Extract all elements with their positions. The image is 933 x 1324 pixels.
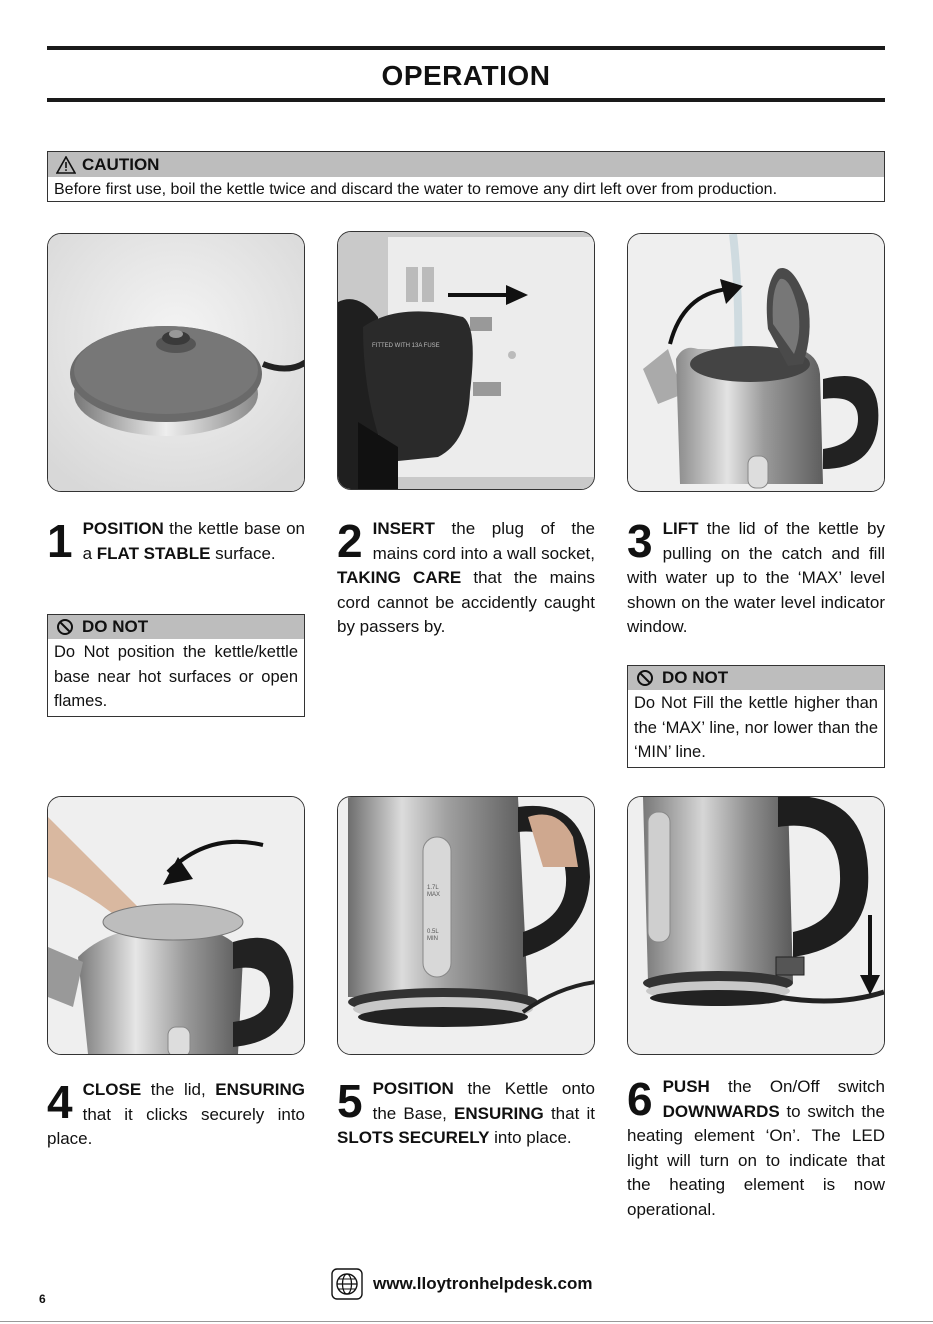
do-not-box-2 <box>627 665 885 768</box>
step-number: 2 <box>337 515 363 567</box>
step-2 <box>337 517 595 640</box>
step-3 <box>627 517 885 640</box>
step-6 <box>627 1075 885 1222</box>
do-not-text: Do Not position the kettle/kettle base near hot surfaces or open flames. <box>54 643 298 710</box>
step-text: LIFT the lid of the kettle by pulling on the catch and fill with water up to the ‘MAX’ level shown on the water level indicator window. <box>627 519 885 636</box>
step-number: 4 <box>47 1076 73 1128</box>
step-text: CLOSE the lid, ENSURING that it clicks securely into place. <box>47 1080 305 1148</box>
step-text: POSITION the kettle base on a FLAT STABLE surface. <box>82 519 305 563</box>
photo-push-switch <box>627 796 885 1055</box>
step-5 <box>337 1077 595 1151</box>
do-not-header <box>628 666 884 690</box>
do-not-heading: DO NOT <box>82 617 149 636</box>
prohibited-icon <box>56 618 74 636</box>
step-4 <box>47 1078 305 1152</box>
caution-heading: CAUTION <box>82 155 160 174</box>
step-number: 3 <box>627 515 653 567</box>
photo-plug-socket <box>337 231 595 490</box>
title-rule <box>47 98 885 102</box>
caution-text: Before first use, boil the kettle twice and discard the water to remove any dirt left over from production. <box>54 181 778 198</box>
photo-close-lid <box>47 796 305 1055</box>
step-number: 5 <box>337 1075 363 1127</box>
page-number: 6 <box>39 1292 46 1306</box>
plug-label: FITTED WITH 13A FUSE <box>372 343 440 349</box>
gauge-max-label: MAX <box>427 892 441 898</box>
gauge-max-capacity: 1.7L <box>427 885 439 891</box>
step-text: INSERT the plug of the mains cord into a wall socket, TAKING CARE that the mains cord cannot be accidently caught by passers by. <box>337 519 595 636</box>
photo-lift-lid <box>627 233 885 492</box>
footer <box>331 1268 592 1300</box>
gauge-min-label: MIN <box>427 936 438 942</box>
step-text: POSITION the Kettle onto the Base, ENSURING that it SLOTS SECURELY into place. <box>337 1079 595 1147</box>
bottom-rule <box>0 1321 933 1322</box>
do-not-box-1 <box>47 614 305 717</box>
gauge-min-capacity: 0.5L <box>427 929 439 935</box>
globe-icon <box>331 1268 363 1300</box>
do-not-text: Do Not Fill the kettle higher than the ‘MAX’ line, nor lower than the ‘MIN’ line. <box>634 694 878 761</box>
do-not-header <box>48 615 304 639</box>
caution-box <box>47 151 885 202</box>
prohibited-icon <box>636 669 654 687</box>
top-rule <box>47 46 885 50</box>
warning-triangle-icon <box>56 156 76 174</box>
do-not-heading: DO NOT <box>662 668 729 687</box>
website-link[interactable]: www.lloytronhelpdesk.com <box>373 1274 593 1293</box>
page-title: OPERATION <box>381 60 551 91</box>
caution-header <box>48 152 884 177</box>
step-number: 6 <box>627 1073 653 1125</box>
photo-kettle-base <box>47 233 305 492</box>
photo-position-base <box>337 796 595 1055</box>
step-1 <box>47 517 305 566</box>
step-number: 1 <box>47 515 73 567</box>
step-text: PUSH the On/Off switch DOWNWARDS to switch the heating element ‘On’. The LED light will turn on to indicate that the heating element is now operational. <box>627 1077 885 1219</box>
